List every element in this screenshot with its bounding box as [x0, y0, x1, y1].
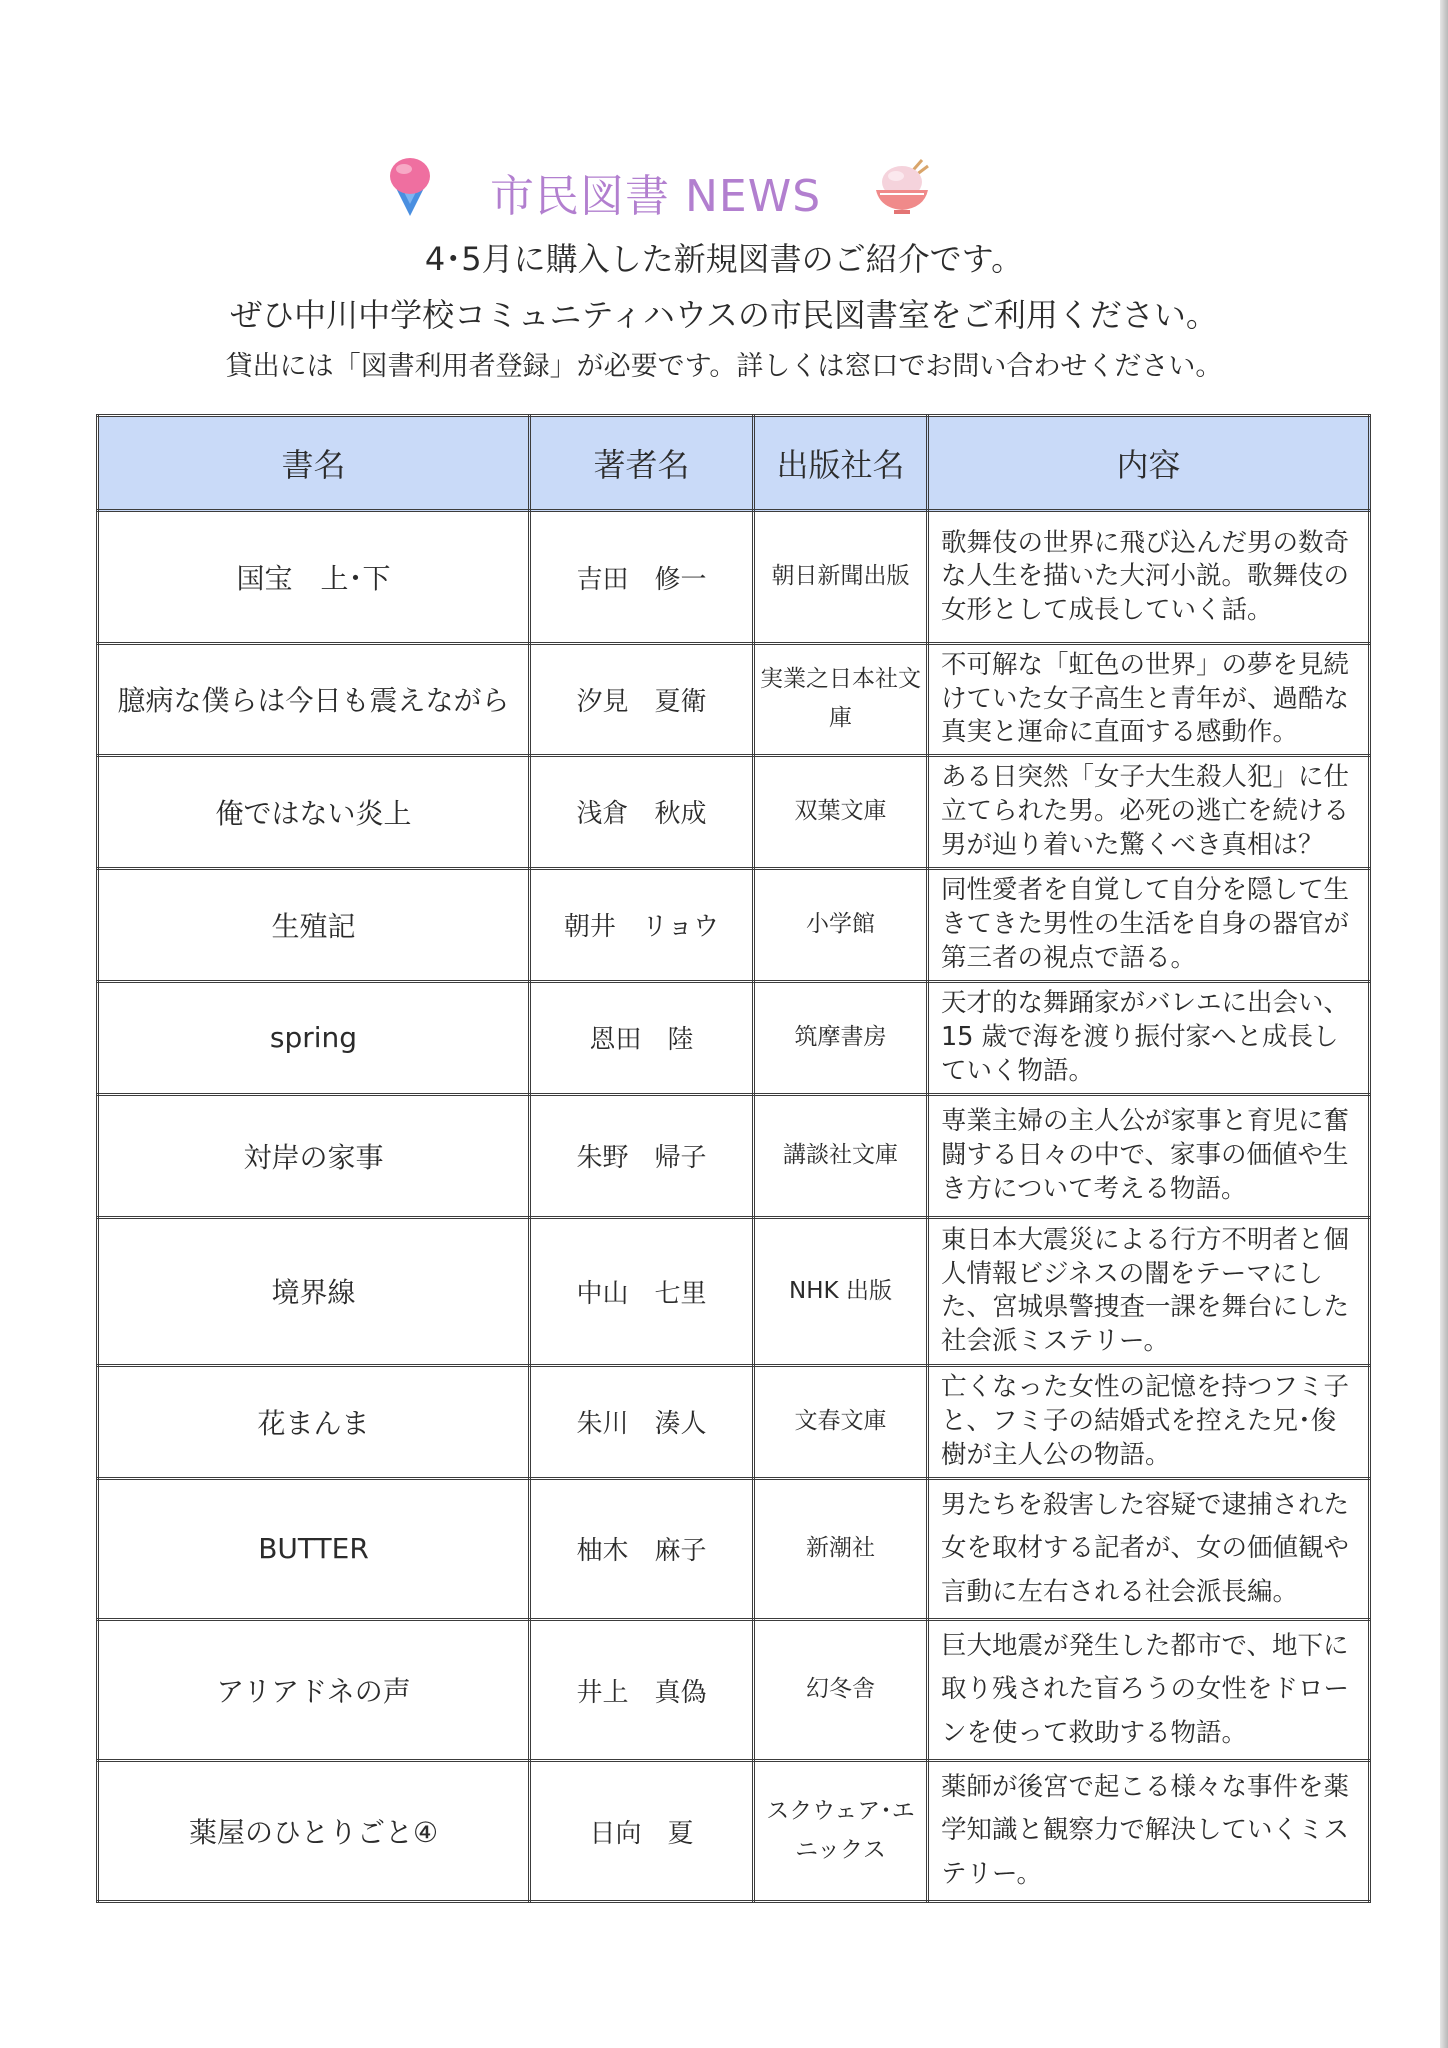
- book-publisher: 講談社文庫: [754, 1094, 928, 1217]
- table-row: [98, 1620, 1370, 1761]
- book-publisher: 朝日新聞出版: [754, 511, 928, 644]
- book-author: 朝井 リョウ: [530, 868, 754, 981]
- column-header-title: 書名: [98, 416, 530, 511]
- book-author: 朱川 湊人: [530, 1365, 754, 1478]
- table-row: [98, 644, 1370, 756]
- book-author: 吉田 修一: [530, 511, 754, 644]
- book-title: 俺ではない炎上: [98, 755, 530, 868]
- book-content: 男たちを殺害した容疑で逮捕された女を取材する記者が、女の価値観や言動に左右される社会派長編。: [928, 1478, 1370, 1619]
- intro-line-3: 貸出には「図書利用者登録」が必要です。詳しくは窓口でお問い合わせください。: [225, 351, 1223, 382]
- table-row: [98, 755, 1370, 868]
- book-author: 井上 真偽: [530, 1620, 754, 1761]
- table-row: [98, 981, 1370, 1094]
- book-title: 臆病な僕らは今日も震えながら: [98, 644, 530, 756]
- book-publisher: スクウェア･エニックス: [754, 1761, 928, 1902]
- table-row: [98, 511, 1370, 644]
- book-content: 不可解な「虹色の世界」の夢を見続けていた女子高生と青年が、過酷な真実と運命に直面する感動作。: [928, 644, 1370, 756]
- column-header-author: 著者名: [530, 416, 754, 511]
- book-publisher: 小学館: [754, 868, 928, 981]
- book-title: アリアドネの声: [98, 1620, 530, 1761]
- book-content: 薬師が後宮で起こる様々な事件を薬学知識と観察力で解決していくミステリー。: [928, 1761, 1370, 1902]
- book-content: 同性愛者を自覚して自分を隠して生きてきた男性の生活を自身の器官が第三者の視点で語る。: [928, 868, 1370, 981]
- book-publisher: 双葉文庫: [754, 755, 928, 868]
- book-title: 境界線: [98, 1217, 530, 1365]
- book-title: 薬屋のひとりごと④: [98, 1761, 530, 1902]
- table-row: [98, 1365, 1370, 1478]
- book-content: 東日本大震災による行方不明者と個人情報ビジネスの闇をテーマにした、宮城県警捜査一課を舞台にした社会派ミステリー。: [928, 1217, 1370, 1365]
- book-title: BUTTER: [98, 1478, 530, 1619]
- book-content: 歌舞伎の世界に飛び込んだ男の数奇な人生を描いた大河小説。歌舞伎の女形として成長していく話。: [928, 511, 1370, 644]
- book-publisher: 筑摩書房: [754, 981, 928, 1094]
- newsletter-header: [0, 150, 1448, 230]
- book-content: 亡くなった女性の記憶を持つフミ子と、フミ子の結婚式を控えた兄･俊樹が主人公の物語。: [928, 1365, 1370, 1478]
- book-publisher: 実業之日本社文庫: [754, 644, 928, 756]
- book-content: ある日突然「女子大生殺人犯」に仕立てられた男。必死の逃亡を続ける男が辿り着いた驚くべき真相は？: [928, 755, 1370, 868]
- book-content: 専業主婦の主人公が家事と育児に奮闘する日々の中で、家事の価値や生き方について考える物語。: [928, 1094, 1370, 1217]
- table-row: [98, 1217, 1370, 1365]
- book-content: 天才的な舞踊家がバレエに出会い、15 歳で海を渡り振付家へと成長していく物語。: [928, 981, 1370, 1094]
- book-author: 汐見 夏衛: [530, 644, 754, 756]
- book-author: 恩田 陸: [530, 981, 754, 1094]
- book-publisher: 新潮社: [754, 1478, 928, 1619]
- table-row: [98, 1478, 1370, 1619]
- book-title: 国宝 上･下: [98, 511, 530, 644]
- shaved-ice-bowl-icon: [872, 156, 932, 216]
- book-title: 対岸の家事: [98, 1094, 530, 1217]
- table-row: [98, 1761, 1370, 1902]
- book-publisher: NHK 出版: [754, 1217, 928, 1365]
- table-row: [98, 868, 1370, 981]
- column-header-publisher: 出版社名: [754, 416, 928, 511]
- shaved-ice-cone-icon: [386, 154, 434, 218]
- intro-line-1: 4･5月に購入した新規図書のご紹介です。: [424, 240, 1024, 278]
- book-author: 朱野 帰子: [530, 1094, 754, 1217]
- book-title: spring: [98, 981, 530, 1094]
- newsletter-title: 市民図書 NEWS: [490, 171, 822, 222]
- book-table: [96, 414, 1371, 1903]
- table-row: [98, 1094, 1370, 1217]
- book-content: 巨大地震が発生した都市で、地下に取り残された盲ろうの女性をドローンを使って救助する物語。: [928, 1620, 1370, 1761]
- book-publisher: 文春文庫: [754, 1365, 928, 1478]
- book-author: 日向 夏: [530, 1761, 754, 1902]
- book-author: 柚木 麻子: [530, 1478, 754, 1619]
- book-author: 中山 七里: [530, 1217, 754, 1365]
- book-publisher: 幻冬舎: [754, 1620, 928, 1761]
- book-title: 生殖記: [98, 868, 530, 981]
- column-header-content: 内容: [928, 416, 1370, 511]
- intro-line-2: ぜひ中川中学校コミュニティハウスの市民図書室をご利用ください。: [230, 296, 1218, 334]
- book-author: 浅倉 秋成: [530, 755, 754, 868]
- book-title: 花まんま: [98, 1365, 530, 1478]
- table-header-row: [98, 416, 1370, 511]
